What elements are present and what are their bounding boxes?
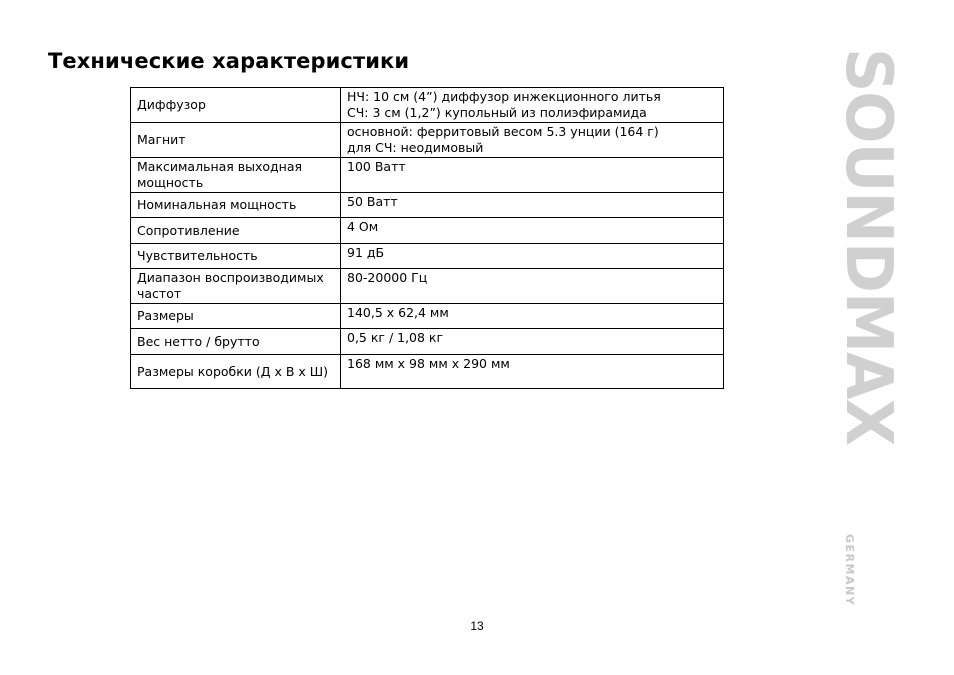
- spec-value-line: 50 Ватт: [347, 194, 398, 209]
- spec-value-line: 0,5 кг / 1,08 кг: [347, 330, 444, 345]
- brand-name: SOUNDMAX: [831, 48, 905, 446]
- spec-param: Номинальная мощность: [131, 193, 341, 218]
- table-row: [131, 158, 724, 193]
- spec-value-line: 168 мм х 98 мм х 290 мм: [347, 356, 510, 371]
- spec-value: [341, 218, 724, 244]
- page-title: Технические характеристики: [48, 49, 410, 73]
- spec-value-line: 80-20000 Гц: [347, 270, 428, 285]
- table-row: [131, 218, 724, 244]
- brand-subtitle: GERMANY: [843, 534, 856, 607]
- spec-param: Максимальная выходная мощность: [131, 158, 341, 193]
- spec-param: Диффузор: [131, 88, 341, 123]
- spec-value: [341, 88, 724, 123]
- table-row: [131, 88, 724, 123]
- spec-value: [341, 329, 724, 355]
- spec-value-line: основной: ферритовый весом 5.3 унции (164 г): [347, 124, 659, 139]
- table-row: [131, 269, 724, 304]
- spec-param: Сопротивление: [131, 218, 341, 244]
- spec-value: [341, 269, 724, 304]
- table-row: [131, 123, 724, 158]
- table-row: [131, 193, 724, 218]
- table-row: [131, 304, 724, 329]
- spec-value: [341, 304, 724, 329]
- spec-param: Вес нетто / брутто: [131, 329, 341, 355]
- spec-value-line: СЧ: 3 см (1,2”) купольный из полиэфирамида: [347, 105, 647, 120]
- spec-value-line: для СЧ: неодимовый: [347, 140, 484, 155]
- spec-value-line: 140,5 х 62,4 мм: [347, 305, 449, 320]
- spec-param: Магнит: [131, 123, 341, 158]
- spec-value: [341, 193, 724, 218]
- page-number: 13: [470, 619, 484, 633]
- spec-value-line: 91 дБ: [347, 245, 385, 260]
- spec-value-line: 100 Ватт: [347, 159, 406, 174]
- spec-value-line: 4 Ом: [347, 219, 379, 234]
- spec-value: [341, 244, 724, 269]
- spec-value-line: НЧ: 10 см (4”) диффузор инжекционного литья: [347, 89, 661, 104]
- spec-param: Диапазон воспроизводимых частот: [131, 269, 341, 304]
- spec-param: Размеры: [131, 304, 341, 329]
- spec-value: [341, 123, 724, 158]
- table-row: [131, 355, 724, 389]
- brand-logo: [831, 48, 905, 608]
- specifications-table: [130, 87, 724, 389]
- spec-value: [341, 158, 724, 193]
- spec-param: Размеры коробки (Д х В х Ш): [131, 355, 341, 389]
- table-row: [131, 329, 724, 355]
- spec-param: Чувствительность: [131, 244, 341, 269]
- table-row: [131, 244, 724, 269]
- spec-value: [341, 355, 724, 389]
